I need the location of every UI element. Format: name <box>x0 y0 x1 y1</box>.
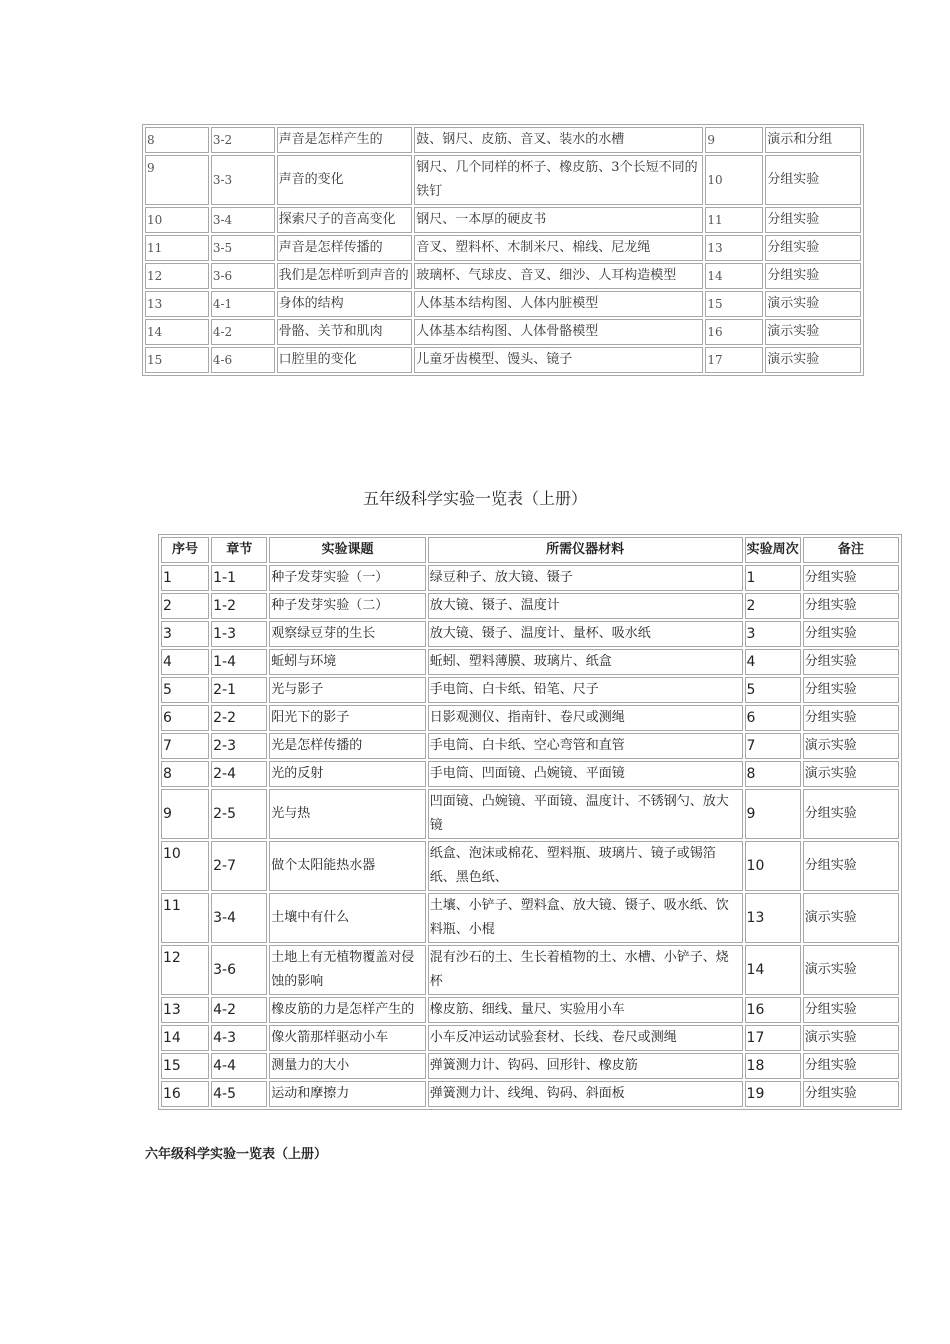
cell-note: 演示实验 <box>765 347 861 373</box>
cell-topic: 蚯蚓与环境 <box>269 649 425 675</box>
cell-topic: 身体的结构 <box>277 291 413 317</box>
cell-topic: 运动和摩擦力 <box>269 1081 425 1107</box>
cell-chapter: 2-2 <box>211 705 267 731</box>
cell-no: 8 <box>161 761 209 787</box>
cell-topic: 做个太阳能热水器 <box>269 841 425 891</box>
cell-note: 分组实验 <box>803 593 899 619</box>
grade5-experiment-table <box>158 534 902 1110</box>
cell-note: 分组实验 <box>803 621 899 647</box>
cell-chapter: 1-3 <box>211 621 267 647</box>
cell-topic: 种子发芽实验（二） <box>269 593 425 619</box>
cell-no: 9 <box>145 155 209 205</box>
cell-topic: 观察绿豆芽的生长 <box>269 621 425 647</box>
cell-materials: 钢尺、几个同样的杯子、橡皮筋、3个长短不同的铁钉 <box>414 155 703 205</box>
cell-no: 3 <box>161 621 209 647</box>
cell-materials: 绿豆种子、放大镜、镊子 <box>428 565 743 591</box>
table-row <box>161 761 899 787</box>
cell-no: 14 <box>161 1025 209 1051</box>
cell-note: 分组实验 <box>765 235 861 261</box>
cell-materials: 手电筒、白卡纸、铅笔、尺子 <box>428 677 743 703</box>
cell-topic: 我们是怎样听到声音的 <box>277 263 413 289</box>
cell-chapter: 1-4 <box>211 649 267 675</box>
cell-topic: 阳光下的影子 <box>269 705 425 731</box>
cell-note: 分组实验 <box>803 841 899 891</box>
cell-week: 17 <box>705 347 763 373</box>
cell-chapter: 1-2 <box>211 593 267 619</box>
cell-materials: 手电筒、白卡纸、空心弯管和直管 <box>428 733 743 759</box>
cell-materials: 儿童牙齿模型、馒头、镜子 <box>414 347 703 373</box>
table-row <box>161 789 899 839</box>
cell-week: 2 <box>745 593 801 619</box>
header-note: 备注 <box>803 537 899 563</box>
cell-materials: 弹簧测力计、线绳、钩码、斜面板 <box>428 1081 743 1107</box>
cell-no: 13 <box>145 291 209 317</box>
cell-no: 16 <box>161 1081 209 1107</box>
header-topic: 实验课题 <box>269 537 425 563</box>
cell-topic: 测量力的大小 <box>269 1053 425 1079</box>
cell-topic: 土地上有无植物覆盖对侵蚀的影响 <box>269 945 425 995</box>
cell-week: 13 <box>745 893 801 943</box>
cell-note: 分组实验 <box>765 263 861 289</box>
cell-note: 分组实验 <box>803 705 899 731</box>
cell-chapter: 3-6 <box>211 945 267 995</box>
cell-materials: 纸盒、泡沫或棉花、塑料瓶、玻璃片、镜子或锡箔纸、黑色纸、 <box>428 841 743 891</box>
cell-topic: 橡皮筋的力是怎样产生的 <box>269 997 425 1023</box>
cell-note: 分组实验 <box>803 789 899 839</box>
cell-chapter: 3-4 <box>211 893 267 943</box>
cell-no: 10 <box>145 207 209 233</box>
cell-week: 8 <box>745 761 801 787</box>
cell-note: 分组实验 <box>803 565 899 591</box>
cell-topic: 像火箭那样驱动小车 <box>269 1025 425 1051</box>
table-row <box>145 127 861 153</box>
cell-chapter: 4-2 <box>211 997 267 1023</box>
cell-week: 5 <box>745 677 801 703</box>
cell-no: 9 <box>161 789 209 839</box>
table-row <box>145 347 861 373</box>
table-row <box>161 733 899 759</box>
cell-week: 1 <box>745 565 801 591</box>
cell-week: 11 <box>705 207 763 233</box>
cell-materials: 音叉、塑料杯、木制米尺、棉线、尼龙绳 <box>414 235 703 261</box>
cell-note: 演示实验 <box>803 893 899 943</box>
cell-topic: 土壤中有什么 <box>269 893 425 943</box>
cell-week: 17 <box>745 1025 801 1051</box>
cell-chapter: 4-3 <box>211 1025 267 1051</box>
cell-week: 10 <box>745 841 801 891</box>
cell-materials: 混有沙石的土、生长着植物的土、水槽、小铲子、烧杯 <box>428 945 743 995</box>
cell-week: 16 <box>705 319 763 345</box>
cell-topic: 骨骼、关节和肌肉 <box>277 319 413 345</box>
cell-note: 分组实验 <box>803 649 899 675</box>
header-chapter: 章节 <box>211 537 267 563</box>
cell-week: 15 <box>705 291 763 317</box>
cell-note: 演示实验 <box>803 1025 899 1051</box>
cell-no: 4 <box>161 649 209 675</box>
cell-no: 5 <box>161 677 209 703</box>
cell-chapter: 2-4 <box>211 761 267 787</box>
grade5-table-title: 五年级科学实验一览表（上册） <box>362 489 587 508</box>
cell-materials: 手电筒、凹面镜、凸婉镜、平面镜 <box>428 761 743 787</box>
cell-topic: 光是怎样传播的 <box>269 733 425 759</box>
table-row <box>161 649 899 675</box>
header-no: 序号 <box>161 537 209 563</box>
cell-chapter: 4-6 <box>211 347 275 373</box>
cell-materials: 凹面镜、凸婉镜、平面镜、温度计、不锈钢勺、放大镜 <box>428 789 743 839</box>
cell-note: 演示实验 <box>803 945 899 995</box>
cell-chapter: 3-4 <box>211 207 275 233</box>
table-row <box>145 263 861 289</box>
cell-materials: 放大镜、镊子、温度计、量杯、吸水纸 <box>428 621 743 647</box>
cell-week: 16 <box>745 997 801 1023</box>
cell-no: 15 <box>161 1053 209 1079</box>
cell-no: 10 <box>161 841 209 891</box>
table-row <box>161 1025 899 1051</box>
cell-no: 2 <box>161 593 209 619</box>
cell-materials: 鼓、钢尺、皮筋、音叉、装水的水槽 <box>414 127 703 153</box>
cell-note: 分组实验 <box>803 677 899 703</box>
header-week: 实验周次 <box>745 537 801 563</box>
cell-materials: 弹簧测力计、钩码、回形针、橡皮筋 <box>428 1053 743 1079</box>
cell-chapter: 3-3 <box>211 155 275 205</box>
cell-chapter: 4-4 <box>211 1053 267 1079</box>
cell-materials: 玻璃杯、气球皮、音叉、细沙、人耳构造模型 <box>414 263 703 289</box>
cell-note: 分组实验 <box>765 207 861 233</box>
cell-week: 14 <box>705 263 763 289</box>
table-row <box>145 155 861 205</box>
cell-materials: 人体基本结构图、人体内脏模型 <box>414 291 703 317</box>
cell-no: 15 <box>145 347 209 373</box>
cell-no: 12 <box>145 263 209 289</box>
cell-week: 14 <box>745 945 801 995</box>
table-row <box>161 621 899 647</box>
table-row <box>161 997 899 1023</box>
cell-materials: 钢尺、一本厚的硬皮书 <box>414 207 703 233</box>
cell-chapter: 3-5 <box>211 235 275 261</box>
cell-week: 7 <box>745 733 801 759</box>
cell-note: 演示实验 <box>765 319 861 345</box>
cell-topic: 探索尺子的音高变化 <box>277 207 413 233</box>
cell-week: 4 <box>745 649 801 675</box>
cell-note: 分组实验 <box>765 155 861 205</box>
table-row <box>161 841 899 891</box>
cell-week: 13 <box>705 235 763 261</box>
cell-week: 3 <box>745 621 801 647</box>
cell-materials: 蚯蚓、塑料薄膜、玻璃片、纸盒 <box>428 649 743 675</box>
cell-topic: 光与热 <box>269 789 425 839</box>
cell-materials: 人体基本结构图、人体骨骼模型 <box>414 319 703 345</box>
cell-chapter: 1-1 <box>211 565 267 591</box>
table-row <box>145 235 861 261</box>
cell-no: 13 <box>161 997 209 1023</box>
cell-note: 演示实验 <box>803 733 899 759</box>
cell-week: 19 <box>745 1081 801 1107</box>
table-row <box>161 1053 899 1079</box>
grade6-table-title: 六年级科学实验一览表（上册） <box>145 1147 328 1162</box>
cell-chapter: 2-7 <box>211 841 267 891</box>
cell-no: 8 <box>145 127 209 153</box>
table-row <box>145 207 861 233</box>
cell-week: 9 <box>745 789 801 839</box>
table-row <box>161 565 899 591</box>
cell-week: 10 <box>705 155 763 205</box>
table-row <box>145 291 861 317</box>
header-materials: 所需仪器材料 <box>428 537 743 563</box>
cell-no: 1 <box>161 565 209 591</box>
cell-no: 11 <box>145 235 209 261</box>
cell-note: 演示和分组 <box>765 127 861 153</box>
table-row <box>161 945 899 995</box>
table-header-row <box>161 537 899 563</box>
cell-topic: 声音是怎样传播的 <box>277 235 413 261</box>
cell-topic: 口腔里的变化 <box>277 347 413 373</box>
cell-topic: 声音的变化 <box>277 155 413 205</box>
cell-chapter: 3-2 <box>211 127 275 153</box>
table-row <box>161 893 899 943</box>
cell-chapter: 2-3 <box>211 733 267 759</box>
cell-chapter: 4-1 <box>211 291 275 317</box>
cell-note: 分组实验 <box>803 1081 899 1107</box>
cell-chapter: 4-5 <box>211 1081 267 1107</box>
cell-no: 11 <box>161 893 209 943</box>
cell-chapter: 2-1 <box>211 677 267 703</box>
cell-note: 分组实验 <box>803 1053 899 1079</box>
cell-no: 12 <box>161 945 209 995</box>
cell-no: 6 <box>161 705 209 731</box>
cell-note: 演示实验 <box>803 761 899 787</box>
cell-topic: 光的反射 <box>269 761 425 787</box>
cell-materials: 橡皮筋、细线、量尺、实验用小车 <box>428 997 743 1023</box>
cell-materials: 日影观测仪、指南针、卷尺或测绳 <box>428 705 743 731</box>
cell-chapter: 2-5 <box>211 789 267 839</box>
cell-no: 7 <box>161 733 209 759</box>
cell-note: 演示实验 <box>765 291 861 317</box>
table-row <box>161 1081 899 1107</box>
cell-topic: 光与影子 <box>269 677 425 703</box>
cell-materials: 小车反冲运动试验套材、长线、卷尺或测绳 <box>428 1025 743 1051</box>
cell-topic: 声音是怎样产生的 <box>277 127 413 153</box>
table-row <box>145 319 861 345</box>
cell-week: 18 <box>745 1053 801 1079</box>
table-row <box>161 705 899 731</box>
table-row <box>161 677 899 703</box>
cell-week: 9 <box>705 127 763 153</box>
cell-topic: 种子发芽实验（一） <box>269 565 425 591</box>
cell-week: 6 <box>745 705 801 731</box>
cell-no: 14 <box>145 319 209 345</box>
cell-materials: 土壤、小铲子、塑料盒、放大镜、镊子、吸水纸、饮料瓶、小棍 <box>428 893 743 943</box>
table-row <box>161 593 899 619</box>
cell-chapter: 3-6 <box>211 263 275 289</box>
cell-materials: 放大镜、镊子、温度计 <box>428 593 743 619</box>
cell-note: 分组实验 <box>803 997 899 1023</box>
grade4-experiment-table <box>142 124 864 376</box>
cell-chapter: 4-2 <box>211 319 275 345</box>
